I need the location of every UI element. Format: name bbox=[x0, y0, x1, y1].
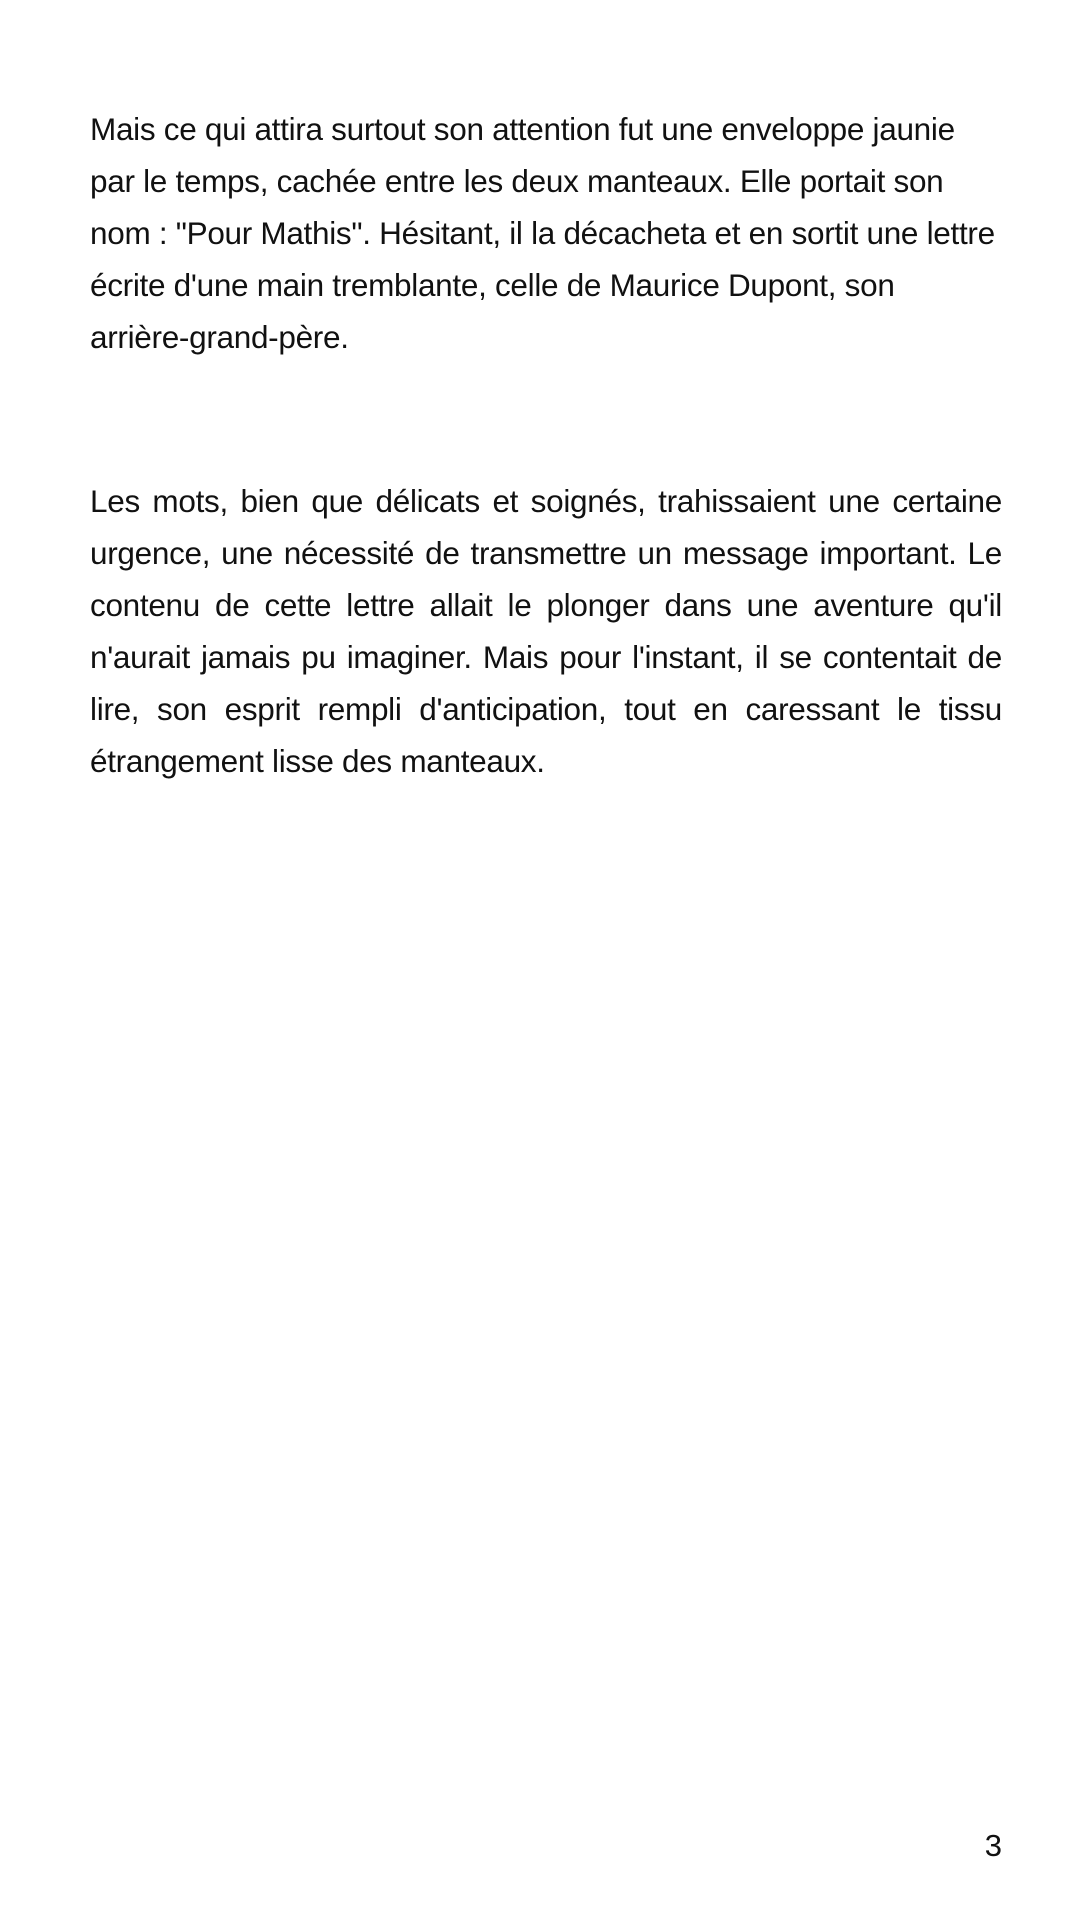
paragraph-letter: Les mots, bien que délicats et soignés, trahissaient une certaine urgence, une nécessité de transmettre un message important. Le contenu de cette lettre allait le plonger dans une aventure qu'il n'aurait jamais pu imaginer. Mais pour l'instant, il se contentait de lire, son esprit rempli d'anticipation, tout en caressant le tissu étrangement lisse des manteaux. bbox=[90, 483, 1002, 779]
page-number: 3 bbox=[984, 1828, 1002, 1863]
page-body bbox=[90, 103, 1002, 787]
paragraph-envelope: Mais ce qui attira surtout son attention fut une enveloppe jaunie par le temps, cachée entre les deux manteaux. Elle portait son nom : "Pour Mathis". Hésitant, il la décacheta et en sortit une lettre écrite d'une main tremblante, celle de Maurice Dupont, son arrière-grand-père. bbox=[90, 111, 995, 355]
